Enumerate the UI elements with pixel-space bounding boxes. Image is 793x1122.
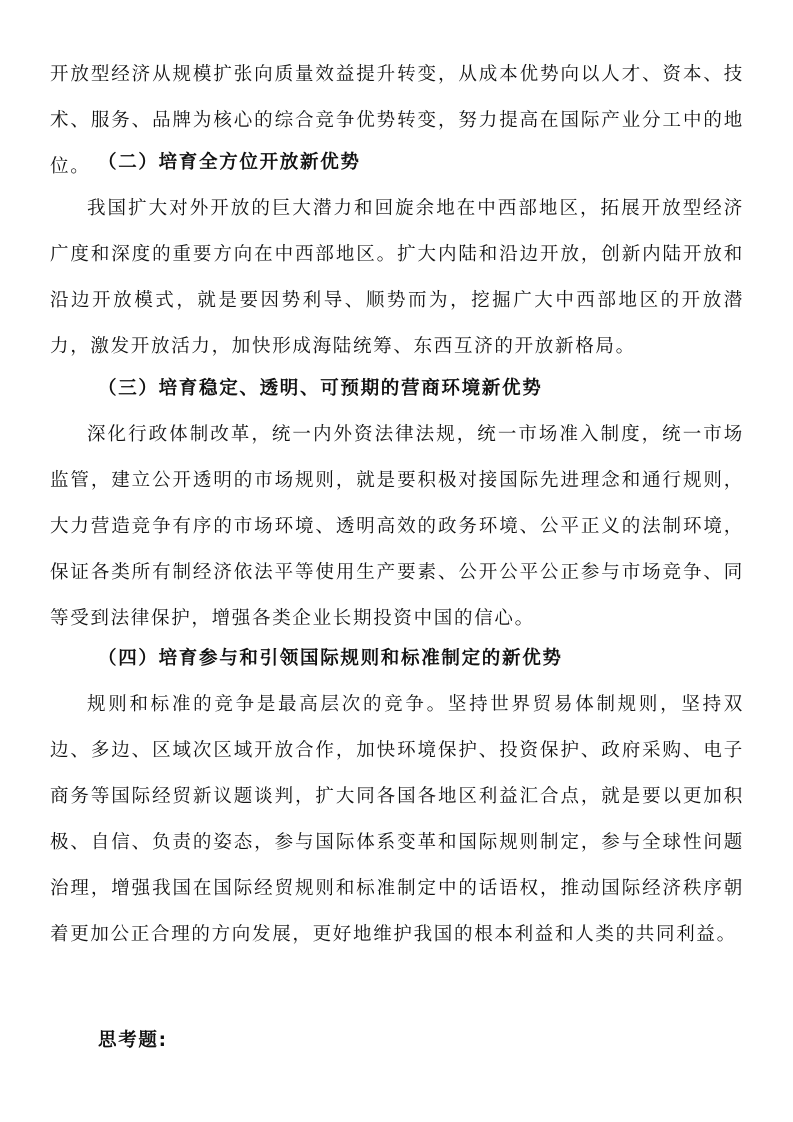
section-2-paragraph: 我国扩大对外开放的巨大潜力和回旋余地在中西部地区，拓展开放型经济广度和深度的重要方向在中西部地区。扩大内陆和沿边开放，创新内陆开放和沿边开放模式，就是要因势利导、顺势而为，挖掘广大中西部地区的开放潜力，激发开放活力，加快形成海陆统筹、东西互济的开放新格局。 — [50, 198, 744, 357]
continuation-paragraph: 开放型经济从规模扩张向质量效益提升转变，从成本优势向以人才、资本、技术、服务、品牌为核心的综合竞争优势转变，努力提高在国际产业分工中的地位。 — [50, 64, 744, 177]
section-3-paragraph: 深化行政体制改革，统一内外资法律法规，统一市场准入制度，统一市场监管，建立公开透明的市场规则，就是要积极对接国际先进理念和通行规则，大力营造竞争有序的市场环境、透明高效的政务环境、公平正义的法制环境，保证各类所有制经济依法平等使用生产要素、公开公平公正参与市场竞争、同等受到法律保护，增强各类企业长期投资中国的信心。 — [50, 424, 744, 629]
section-4-paragraph: 规则和标准的竞争是最高层次的竞争。坚持世界贸易体制规则，坚持双边、多边、区域次区域开放合作，加快环境保护、投资保护、政府采购、电子商务等国际经贸新议题谈判，扩大同各国各地区利益汇合点，就是要以更加积极、自信、负责的姿态，参与国际体系变革和国际规则制定，参与全球性问题治理，增强我国在国际经贸规则和标准制定中的话语权，推动国际经济秩序朝着更加公正合理的方向发展，更好地维护我国的根本利益和人类的共同利益。 — [50, 694, 744, 945]
questions-label: 思考题: — [98, 1030, 168, 1051]
section-heading-3: （三）培育稳定、透明、可预期的营商环境新优势 — [98, 378, 543, 399]
section-heading-2: （二）培育全方位开放新优势 — [98, 152, 361, 173]
section-heading-4: （四）培育参与和引领国际规则和标准制定的新优势 — [98, 648, 563, 669]
